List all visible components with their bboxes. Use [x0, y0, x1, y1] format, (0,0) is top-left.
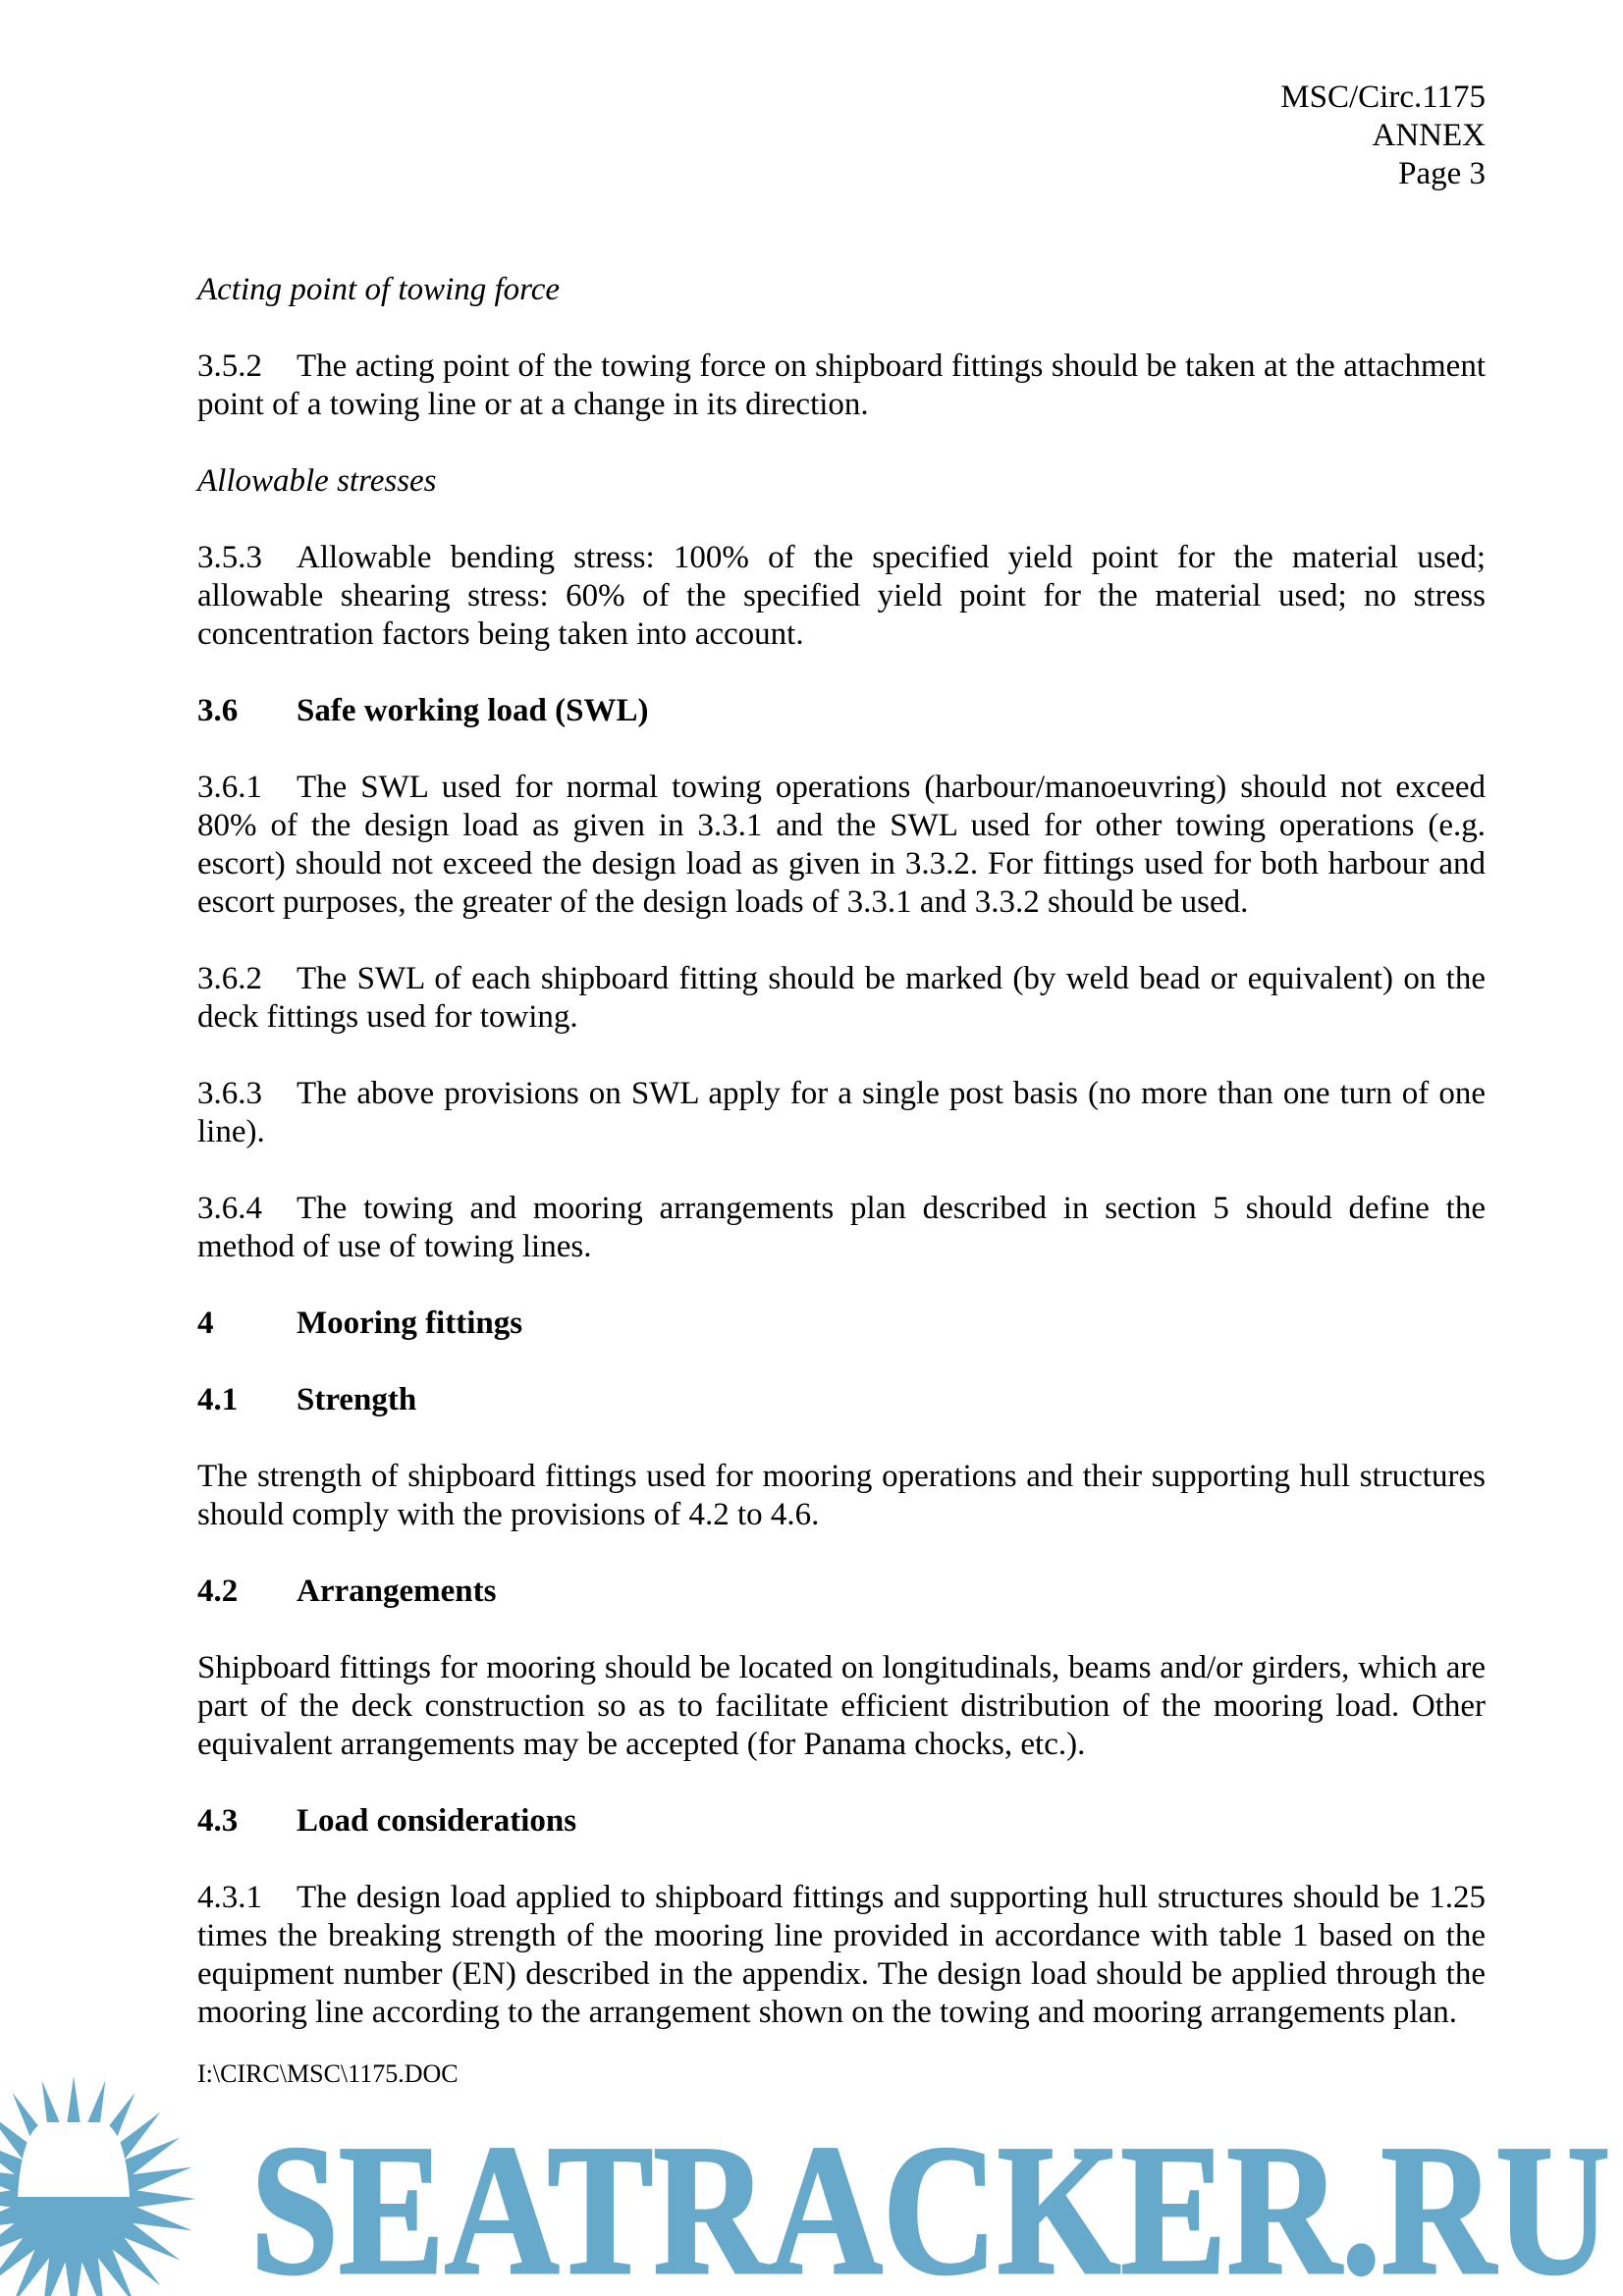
paragraph-3-5-3	[197, 539, 1486, 654]
heading-4-3	[197, 1802, 1486, 1841]
paragraph-3-6-4	[197, 1190, 1486, 1266]
paragraph-text: The towing and mooring arrangements plan described in section 5 should define the method of use of towing lines.	[197, 1191, 1486, 1264]
watermark-text: SEATRACKER.RU	[250, 2108, 1610, 2296]
paragraph-number: 3.6.2	[197, 961, 262, 996]
paragraph-4-2: Shipboard fittings for mooring should be located on longitudinals, beams and/or girders, which are part of the deck construction so as to facilitate efficient distribution of the mooring load. Other equivalent arrangements may be accepted (for Panama chocks, etc.).	[197, 1650, 1486, 1762]
paragraph-number: 3.6.1	[197, 770, 262, 805]
paragraph-number: 3.5.3	[197, 540, 262, 575]
heading-title: Load considerations	[297, 1803, 577, 1839]
subheading-acting-point: Acting point of towing force	[197, 272, 561, 307]
heading-number: 3.6	[197, 693, 239, 728]
paragraph-3-6-2	[197, 960, 1486, 1037]
paragraph-number: 3.6.4	[197, 1191, 262, 1226]
heading-title: Mooring fittings	[297, 1306, 523, 1341]
seatracker-watermark	[0, 2061, 1623, 2296]
heading-number: 4.2	[197, 1574, 239, 1609]
paragraph-text: The SWL of each shipboard fitting should be marked (by weld bead or equivalent) on the deck fittings used for towing.	[197, 961, 1486, 1035]
heading-4-2	[197, 1573, 1486, 1611]
footer-file-path: I:\CIRC\MSC\1175.DOC	[197, 2059, 459, 2088]
paragraph-text: The SWL used for normal towing operations (harbour/manoeuvring) should not exceed 80% of the design load as given in 3.3.1 and the SWL used for other towing operations (e.g. escort) should not exceed the design load as given in 3.3.2. For fittings used for both harbour and escort purposes, the greater of the design loads of 3.3.1 and 3.3.2 should be used.	[197, 770, 1486, 920]
heading-title: Safe working load (SWL)	[297, 693, 649, 728]
heading-4-1	[197, 1381, 1486, 1419]
paragraph-text: Allowable bending stress: 100% of the specified yield point for the material used; allowable shearing stress: 60% of the specified yield point for the material used; no stress concentration factors being taken into account.	[197, 540, 1486, 652]
paragraph-number: 4.3.1	[197, 1880, 262, 1915]
heading-title: Strength	[297, 1382, 417, 1417]
subheading-allowable-stresses: Allowable stresses	[197, 463, 437, 499]
heading-title: Arrangements	[297, 1574, 497, 1609]
paragraph-number: 3.5.2	[197, 348, 262, 384]
paragraph-4-1: The strength of shipboard fittings used for mooring operations and their supporting hull structures should comply with the provisions of 4.2 to 4.6.	[197, 1459, 1486, 1532]
page-header	[1280, 79, 1486, 193]
paragraph-text: The above provisions on SWL apply for a single post basis (no more than one turn of one line).	[197, 1076, 1486, 1149]
heading-3-6	[197, 692, 1486, 730]
paragraph-3-5-2	[197, 347, 1486, 424]
document-body	[197, 271, 1486, 2070]
paragraph-text: The acting point of the towing force on shipboard fittings should be taken at the attachment point of a towing line or at a change in its direction.	[197, 348, 1486, 422]
page-number: Page 3	[1398, 156, 1486, 191]
heading-number: 4.1	[197, 1382, 239, 1417]
doc-reference: MSC/Circ.1175	[1280, 80, 1486, 115]
paragraph-4-3-1	[197, 1879, 1486, 2032]
paragraph-number: 3.6.3	[197, 1076, 262, 1111]
sun-logo-icon	[0, 2076, 196, 2296]
annex-label: ANNEX	[1372, 118, 1486, 153]
paragraph-3-6-3	[197, 1075, 1486, 1151]
paragraph-3-6-1	[197, 769, 1486, 922]
paragraph-text: The design load applied to shipboard fittings and supporting hull structures should be 1.25 times the breaking strength of the mooring line provided in accordance with table 1 based on the equipment number (EN) described in the appendix. The design load should be applied through the mooring line according to the arrangement shown on the towing and mooring arrangements plan.	[197, 1880, 1486, 2030]
heading-number: 4.3	[197, 1803, 239, 1839]
heading-number: 4	[197, 1306, 214, 1341]
heading-4	[197, 1305, 1486, 1343]
